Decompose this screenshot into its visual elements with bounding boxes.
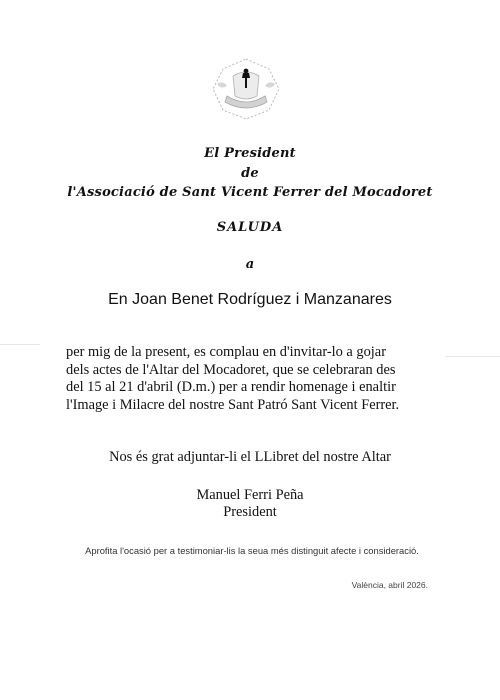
heading-association: l'Associació de Sant Vicent Ferrer del Mocadoret <box>67 185 433 200</box>
heading-title: El President <box>204 146 296 161</box>
body-line: del 15 al 21 d'abril (D.m.) per a rendir homenage i enaltir <box>66 379 396 396</box>
body-line: per mig de la present, es complau en d'invitar-lo a gojar <box>66 344 386 360</box>
scan-mark <box>445 356 500 357</box>
heading-connector: de <box>241 166 259 181</box>
attachment-note: Nos és grat adjuntar-li el LLibret del nostre Altar <box>109 449 391 465</box>
invitation-body <box>66 344 438 414</box>
scan-mark <box>0 344 40 345</box>
recipient-name: En Joan Benet Rodríguez i Manzanares <box>108 291 392 308</box>
body-line: l'Image i Milacre del nostre Sant Patró Sant Vicent Ferrer. <box>66 396 400 413</box>
association-emblem-icon <box>209 56 283 122</box>
signatory-title: President <box>223 504 277 520</box>
greeting: SALUDA <box>216 220 284 235</box>
preposition: a <box>245 257 255 272</box>
body-line: dels actes de l'Altar del Mocadoret, que se celebraran des <box>66 361 396 378</box>
place-date: València, abril 2026. <box>351 580 428 590</box>
signatory-name: Manuel Ferri Peña <box>196 487 304 503</box>
closing-line: Aprofita l'ocasió per a testimoniar-lis la seua més distinguit afecte i consideració. <box>85 545 419 556</box>
